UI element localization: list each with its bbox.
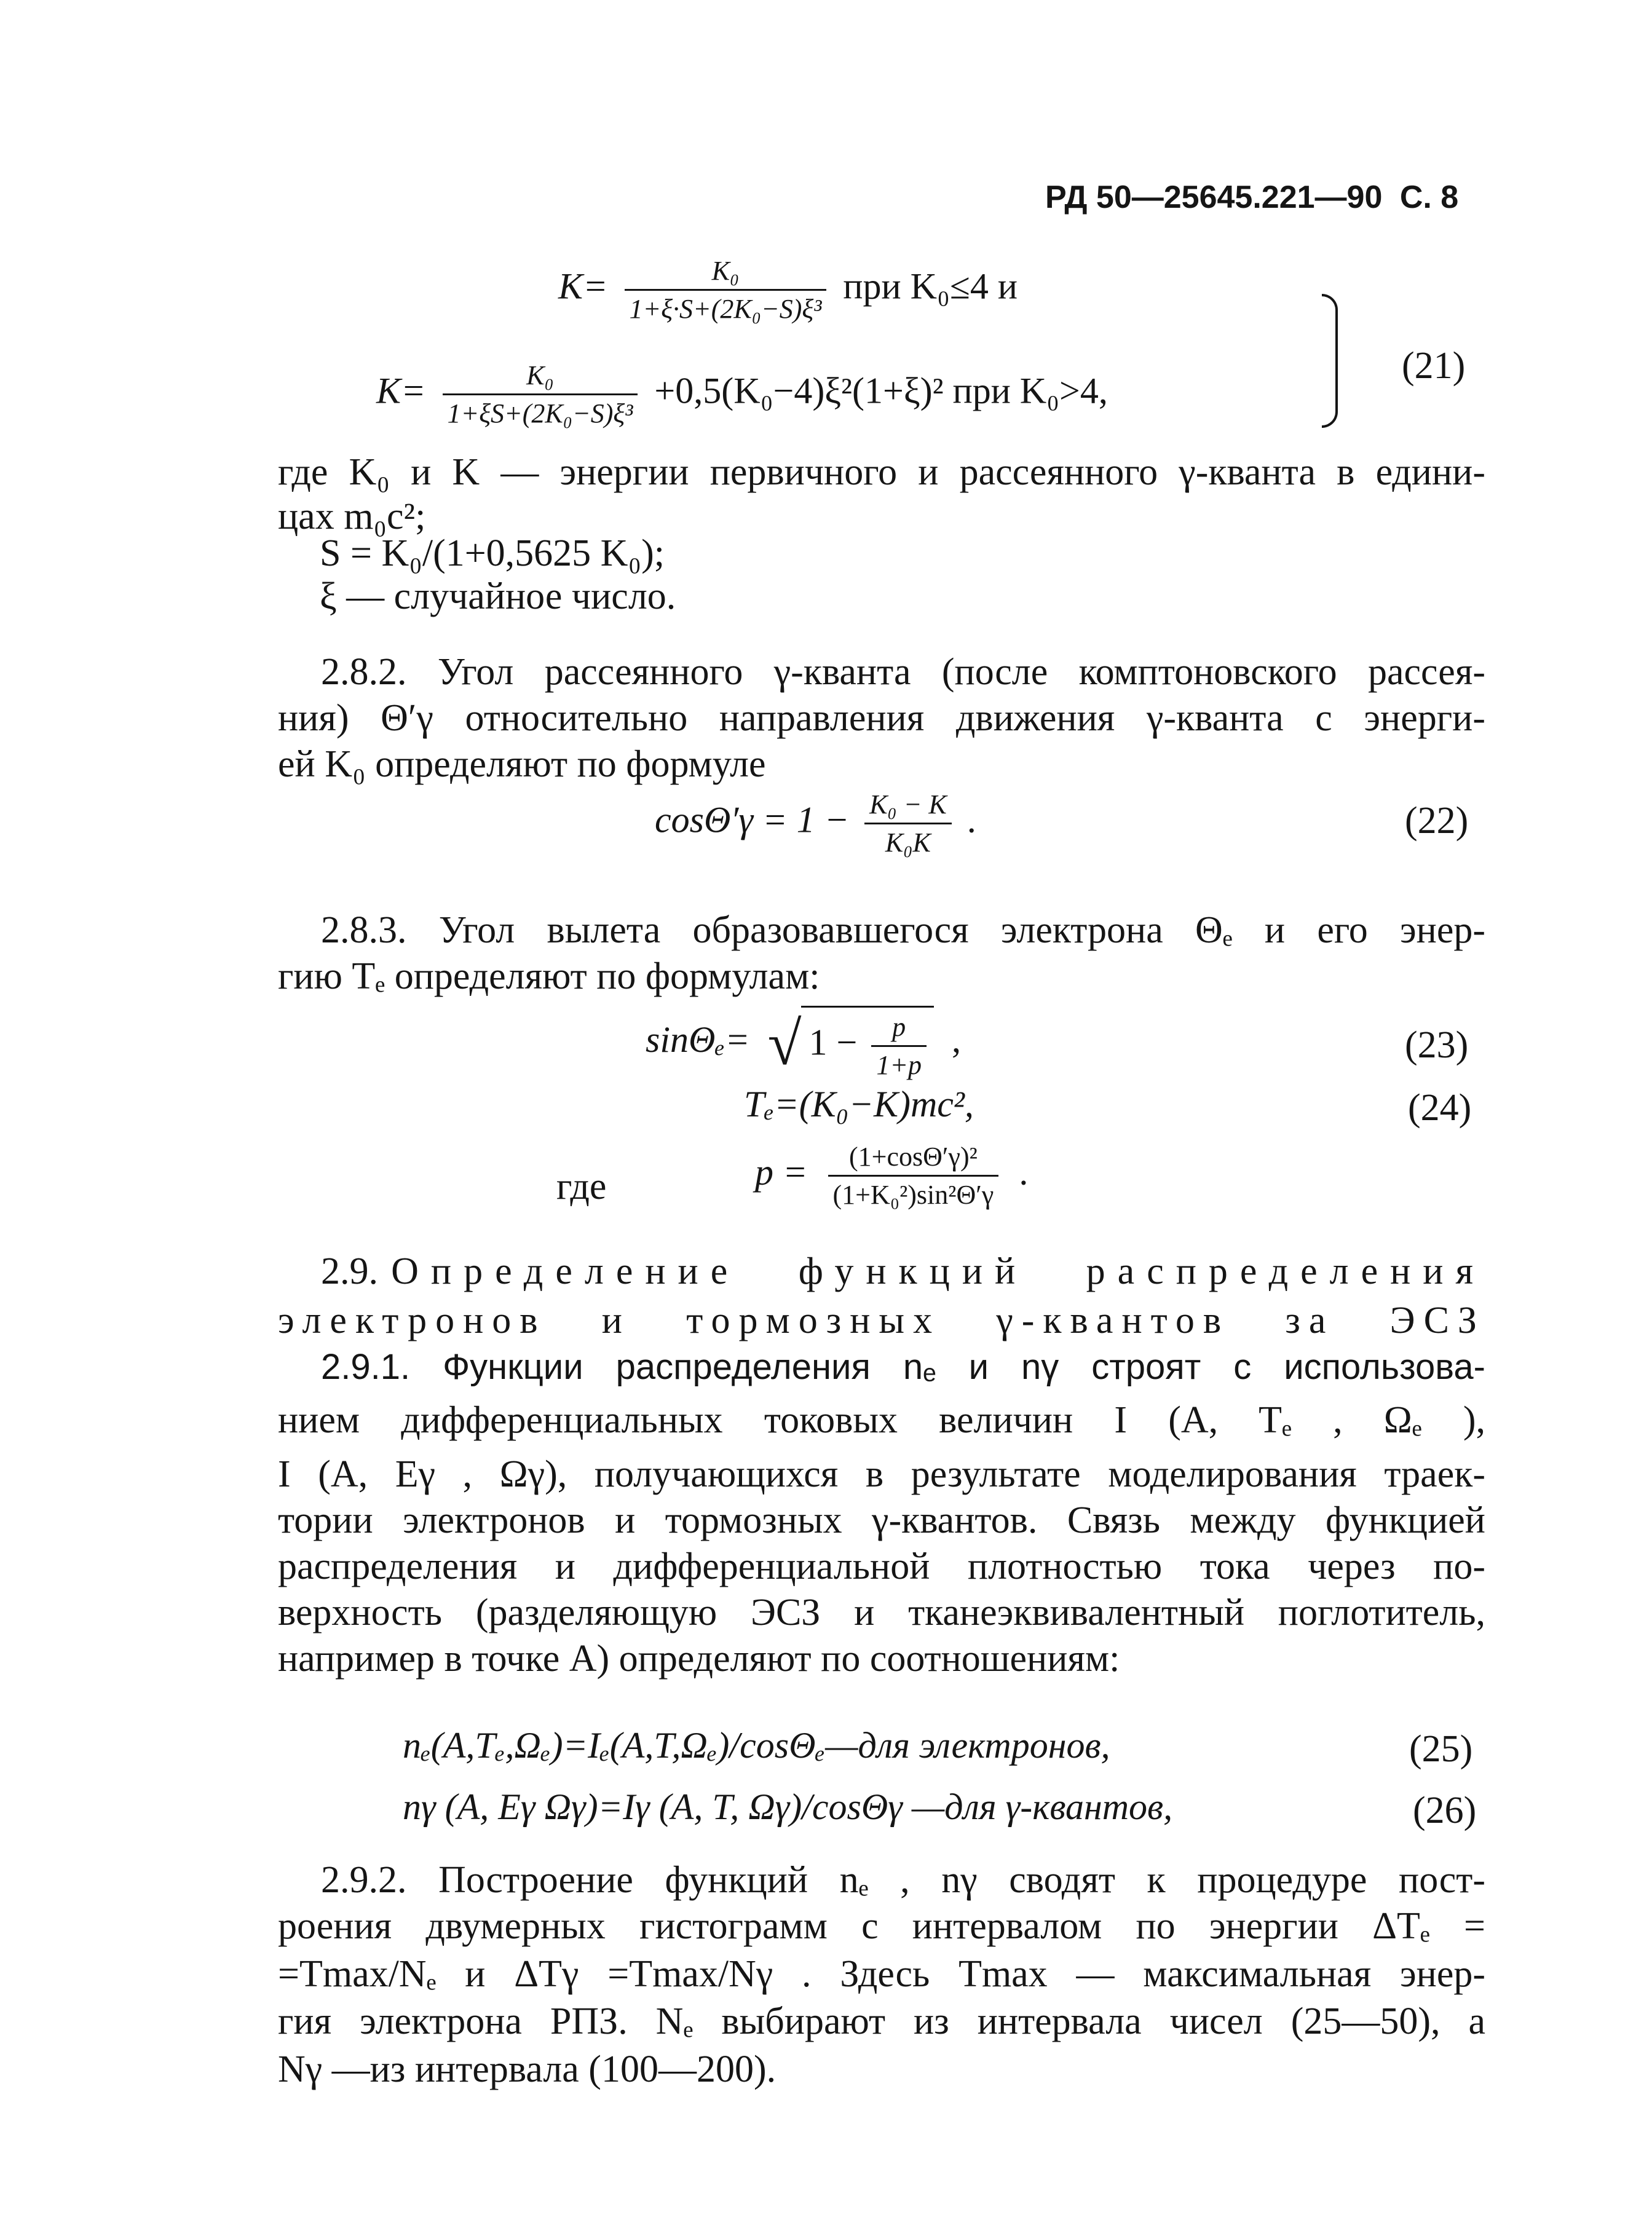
eq26: nγ (A, Eγ Ωγ)=Iγ (A, T, Ωγ)/cosΘγ —для γ-квантов,: [403, 1787, 1173, 1827]
where21-s-definition: S = K₀/(1+0,5625 K₀);: [320, 532, 665, 574]
sec291-line1: 2.9.1. Функции распределения nₑ и nγ строят с использова-: [321, 1347, 1485, 1387]
eq-p-where: где: [556, 1166, 607, 1207]
eq21-line2-lhs: K=: [376, 370, 426, 411]
eq23-denominator: 1+p: [871, 1045, 927, 1081]
sec29-title-part1: Определение функций распределения: [391, 1250, 1485, 1292]
eq21-line2-fraction: [443, 360, 638, 429]
eq25-number: (25): [1409, 1728, 1473, 1770]
sec282-line3: ей K₀ определяют по формуле: [278, 743, 766, 785]
eq23: [646, 1006, 961, 1081]
eq21-brace: [1322, 294, 1338, 428]
sec283-line2: гию Tₑ определяют по формулам:: [278, 955, 820, 997]
eq22-numerator: K₀ − K: [869, 789, 947, 819]
eq23-inner: 1 −: [808, 1022, 858, 1063]
eq22-period: .: [966, 799, 976, 840]
eq23-comma: ,: [952, 1019, 962, 1060]
eq21-line2: [376, 360, 1108, 429]
eq21-line2-numerator: K₀: [526, 360, 554, 390]
sec292-line3: =Tmax/Nₑ и ΔTγ =Tmax/Nγ . Здесь Tmax — максимальная энер-: [278, 1953, 1485, 1995]
eq-p-numerator: (1+cosΘ′γ)²: [849, 1142, 978, 1172]
sqrt-sign-icon: √: [767, 1009, 802, 1078]
eq-p-lhs: p =: [755, 1151, 808, 1193]
sec291-line5: распределения и дифференциальной плотностью тока через по-: [278, 1546, 1485, 1587]
eq21-line2-tail: +0,5(K₀−4)ξ²(1+ξ)² при K₀>4,: [654, 370, 1108, 411]
sec282-line2: ния) Θ′γ относительно направления движения γ-кванта с энерги-: [278, 697, 1485, 739]
eq21-line1-fraction: [625, 255, 827, 325]
eq21-line1-lhs: K=: [558, 266, 608, 307]
eq21-line2-denominator: 1+ξS+(2K₀−S)ξ³: [443, 393, 638, 429]
sec292-line5: Nγ —из интервала (100—200).: [278, 2048, 777, 2090]
sec292-line2: роения двумерных гистограмм с интервалом по энергии ΔTₑ =: [278, 1905, 1485, 1947]
sec291-line3: I (A, Eγ , Ωγ), получающихся в результате моделирования траек-: [278, 1453, 1485, 1495]
eq-p: [755, 1141, 1028, 1210]
sec291-line6: верхность (разделяющую ЭСЗ и тканеэквивалентный поглотитель,: [278, 1592, 1485, 1633]
eq22-fraction: [864, 789, 952, 858]
where21-xi-definition: ξ — случайное число.: [320, 575, 676, 617]
eq25: nₑ(A,Tₑ,Ωₑ)=Iₑ(A,T,Ωₑ)/cosΘₑ—для электронов,: [403, 1725, 1110, 1766]
sec283-line1: 2.8.3. Угол вылета образовавшегося электрона Θₑ и его энер-: [321, 909, 1485, 951]
page-number: С. 8: [1399, 180, 1459, 215]
eq21-line1-denominator: 1+ξ·S+(2K₀−S)ξ³: [625, 289, 827, 325]
sec282-line1: 2.8.2. Угол рассеянного γ-кванта (после комптоновского рассея-: [321, 651, 1485, 693]
sec29-heading-line2: электронов и тормозных γ-квантов за ЭСЗ: [278, 1300, 1485, 1341]
eq23-fraction: [871, 1011, 927, 1081]
eq-p-period: .: [1019, 1151, 1029, 1193]
eq22-number: (22): [1405, 800, 1469, 842]
eq22-denominator: K₀K: [864, 823, 952, 858]
document-id: РД 50—25645.221—90: [1045, 180, 1383, 215]
sec29-heading-line1: [321, 1247, 1485, 1297]
sec292-line1: 2.9.2. Построение функций nₑ , nγ сводят к процедуре пост-: [321, 1859, 1485, 1901]
eq23-numerator: p: [892, 1012, 906, 1042]
eq22-lhs: cosΘ′γ = 1 −: [655, 799, 850, 840]
sec29-number: 2.9.: [321, 1250, 378, 1292]
where21-line1: где K₀ и K — энергии первичного и рассеянного γ-кванта в едини-: [278, 451, 1485, 493]
eq24: Tₑ=(K₀−K)mc²,: [744, 1084, 974, 1124]
eq-p-fraction: [828, 1141, 999, 1210]
eq23-radicand: [801, 1006, 934, 1081]
eq-p-denominator: (1+K₀²)sin²Θ′γ: [828, 1175, 999, 1210]
eq21-line1-condition: при K₀≤4 и: [843, 266, 1018, 307]
eq24-number: (24): [1408, 1087, 1472, 1129]
sec291-line4: тории электронов и тормозных γ-квантов. Связь между функцией: [278, 1499, 1485, 1541]
eq26-number: (26): [1413, 1790, 1477, 1831]
eq21-number: (21): [1402, 345, 1466, 387]
sec291-line7: например в точке A) определяют по соотношениям:: [278, 1638, 1120, 1680]
sec292-line4: гия электрона РПЗ. Nₑ выбирают из интервала чисел (25—50), а: [278, 2000, 1485, 2042]
sec291-line2: нием дифференциальных токовых величин I (A, Tₑ , Ωₑ ),: [278, 1399, 1485, 1441]
where21-line2: цах m₀c²;: [278, 496, 426, 537]
eq23-lhs: sinΘₑ=: [646, 1019, 750, 1060]
eq23-number: (23): [1405, 1024, 1469, 1066]
eq21-line1: [558, 255, 1018, 325]
running-header: [1045, 177, 1458, 219]
eq21-line1-numerator: K₀: [711, 256, 740, 286]
eq22: [655, 789, 976, 858]
